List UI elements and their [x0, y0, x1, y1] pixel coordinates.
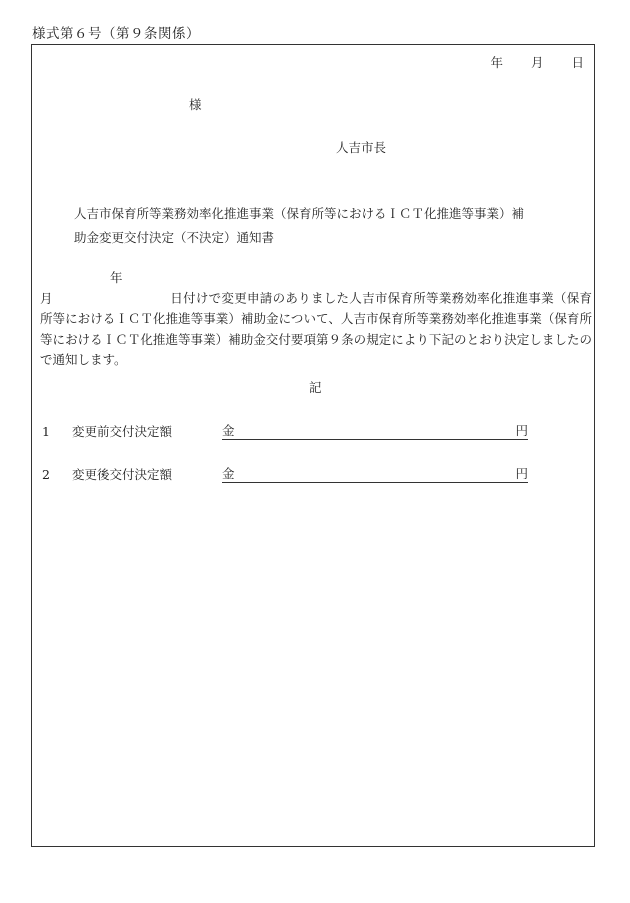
form-number: 様式第６号（第９条関係） [32, 26, 200, 42]
item-number: 1 [42, 424, 50, 439]
date-line [466, 53, 584, 71]
amount-suffix: 円 [515, 423, 528, 438]
item-row-before [42, 421, 528, 440]
amount-field [222, 421, 528, 440]
date-year-label: 年 [490, 55, 503, 70]
document-frame [31, 44, 595, 847]
amount-prefix: 金 [221, 466, 235, 481]
date-day-label: 日 [571, 55, 584, 70]
note-heading: 記 [309, 380, 322, 395]
body-text: 日付けで変更申請のありました人吉市保育所等業務効率化推進事業（保育所等におけるＩＣＴ化推進等事業）補助金について、人吉市保育所等業務効率化推進事業（保育所等におけるＩＣＴ化推進等事業）補助金交付要項第９条の規定により下記のとおり決定しましたので通知します。 [40, 290, 592, 367]
body-paragraph [40, 268, 592, 371]
body-date-blank [40, 268, 170, 309]
body-year-label: 年 [110, 270, 123, 285]
title-line-2: 助金変更交付決定（不決定）通知書 [74, 230, 275, 245]
amount-field [222, 464, 528, 483]
item-row-after [42, 464, 528, 483]
amount-suffix: 円 [515, 466, 528, 481]
document-title [74, 202, 574, 250]
issuer: 人吉市長 [336, 140, 387, 155]
addressee-suffix: 様 [189, 97, 202, 112]
date-month-label: 月 [530, 55, 544, 70]
item-label: 変更前交付決定額 [71, 424, 172, 439]
body-month-label: 月 [40, 290, 53, 306]
item-label: 変更後交付決定額 [71, 467, 172, 482]
title-line-1: 人吉市保育所等業務効率化推進事業（保育所等におけるＩＣＴ化推進等事業）補 [74, 206, 525, 221]
item-number: 2 [42, 467, 50, 482]
amount-prefix: 金 [221, 423, 235, 438]
